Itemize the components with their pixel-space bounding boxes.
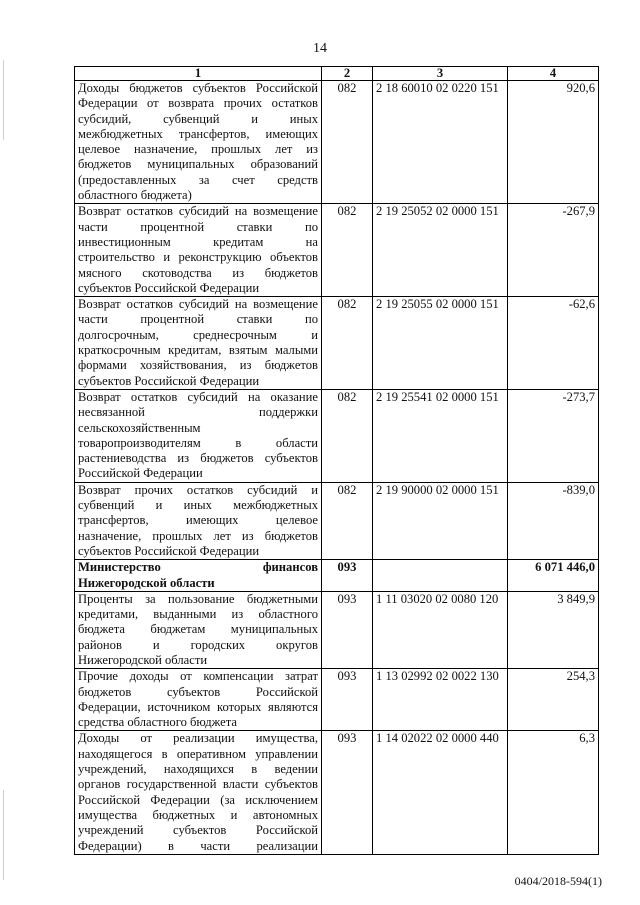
table-row <box>75 204 599 297</box>
description-line: Возврат остатков субсидий на возмещение <box>78 204 318 219</box>
scan-margin-mark-top <box>3 60 4 140</box>
description-line: бюджетов субъектов Российской <box>78 684 318 699</box>
row-description <box>75 482 322 559</box>
description-line: Возврат остатков субсидий на возмещение <box>78 297 318 312</box>
description-line: бюджета бюджетам муниципальных <box>78 622 318 637</box>
description-line: средства областного бюджета <box>78 715 237 730</box>
description-line: строительство и реконструкцию объектов <box>78 250 318 265</box>
row-description <box>75 389 322 482</box>
row-admin-code: 082 <box>322 389 373 482</box>
page-number: 14 <box>313 41 327 56</box>
row-description <box>75 669 322 731</box>
description-line: трансфертов, имеющих целевое <box>78 513 318 528</box>
description-line: учреждений субъектов Российской <box>78 823 318 838</box>
description-line: Нижегородской области <box>78 652 208 667</box>
row-budget-classification-code: 1 11 03020 02 0080 120 <box>373 591 508 668</box>
description-line: Проценты за пользование бюджетными <box>78 591 318 606</box>
row-admin-code: 082 <box>322 297 373 390</box>
table-header-row <box>75 67 599 81</box>
description-line: органов государственной власти субъектов <box>78 777 318 792</box>
description-line: Федерации) в части реализации <box>78 838 318 853</box>
row-admin-code: 093 <box>322 731 373 854</box>
description-line: сельскохозяйственным <box>78 420 201 435</box>
description-line: целевое назначение, прошлых лет из <box>78 142 318 157</box>
description-line: долгосрочным, среднесрочным и <box>78 327 318 342</box>
description-line: районов и городских округов <box>78 637 318 652</box>
description-line: Доходы от реализации имущества, <box>78 731 318 746</box>
document-code: 0404/2018-594(1) <box>514 874 602 888</box>
description-line: растениеводства из бюджетов субъектов <box>78 451 318 466</box>
description-line: Доходы бюджетов субъектов Российской <box>78 81 318 95</box>
row-budget-classification-code <box>373 560 508 592</box>
row-admin-code: 082 <box>322 81 373 204</box>
row-budget-classification-code: 2 19 25055 02 0000 151 <box>373 297 508 390</box>
description-line: назначение, прошлых лет из бюджетов <box>78 528 318 543</box>
description-line: Федерации от возврата прочих остатков <box>78 96 318 111</box>
table-row <box>75 389 599 482</box>
row-budget-classification-code: 2 18 60010 02 0220 151 <box>373 81 508 204</box>
row-amount: 254,3 <box>508 669 599 731</box>
description-line: субвенций и иных межбюджетных <box>78 498 318 513</box>
description-line: субъектов Российской Федерации <box>78 280 260 295</box>
row-description <box>75 591 322 668</box>
description-line: субъектов Российской Федерации <box>78 543 260 558</box>
description-line: Прочие доходы от компенсации затрат <box>78 669 318 684</box>
row-admin-code: 082 <box>322 482 373 559</box>
row-amount: 3 849,9 <box>508 591 599 668</box>
description-line: части процентной ставки по <box>78 312 318 327</box>
row-admin-code: 093 <box>322 669 373 731</box>
description-line: несвязанной поддержки <box>78 405 318 420</box>
description-line: мясного скотоводства из бюджетов <box>78 265 318 280</box>
table-row <box>75 81 599 204</box>
description-line: (предоставленных за счет средств <box>78 172 318 187</box>
table-row <box>75 669 599 731</box>
description-line: находящегося в оперативном управлении <box>78 746 318 761</box>
description-line: товаропроизводителям в области <box>78 435 318 450</box>
row-budget-classification-code: 2 19 90000 02 0000 151 <box>373 482 508 559</box>
table-row <box>75 591 599 668</box>
row-admin-code: 082 <box>322 204 373 297</box>
description-line: Российской Федерации (за исключением <box>78 792 318 807</box>
table-row <box>75 482 599 559</box>
row-amount: 6 071 446,0 <box>508 560 599 592</box>
header-col-1: 1 <box>75 67 322 81</box>
table-body <box>75 81 599 855</box>
row-description <box>75 731 322 854</box>
description-line: областного бюджета) <box>78 188 192 203</box>
row-amount: -62,6 <box>508 297 599 390</box>
header-col-3: 3 <box>373 67 508 81</box>
row-amount: 920,6 <box>508 81 599 204</box>
description-line: формами хозяйствования, из бюджетов <box>78 358 318 373</box>
description-line: бюджетов муниципальных образований <box>78 157 318 172</box>
description-line: Российской Федерации <box>78 466 203 481</box>
description-line: краткосрочным кредитам, взятым малыми <box>78 343 318 358</box>
description-line: Нижегородской области <box>78 575 215 590</box>
scan-margin-mark-bottom <box>3 790 4 880</box>
row-admin-code: 093 <box>322 560 373 592</box>
row-amount: -839,0 <box>508 482 599 559</box>
description-line: Возврат прочих остатков субсидий и <box>78 482 318 497</box>
description-line: субъектов Российской Федерации <box>78 373 260 388</box>
budget-revenue-table <box>74 66 599 855</box>
row-budget-classification-code: 2 19 25052 02 0000 151 <box>373 204 508 297</box>
row-description <box>75 297 322 390</box>
description-line: части процентной ставки по <box>78 219 318 234</box>
row-budget-classification-code: 2 19 25541 02 0000 151 <box>373 389 508 482</box>
description-line: имущества бюджетных и автономных <box>78 807 318 822</box>
description-line: Федерации, источником которых являются <box>78 699 318 714</box>
description-line: Министерство финансов <box>78 560 318 575</box>
header-col-4: 4 <box>508 67 599 81</box>
row-amount: -273,7 <box>508 389 599 482</box>
table-row <box>75 731 599 854</box>
row-admin-code: 093 <box>322 591 373 668</box>
row-budget-classification-code: 1 14 02022 02 0000 440 <box>373 731 508 854</box>
description-line: субсидий, субвенций и иных <box>78 111 318 126</box>
row-amount: 6,3 <box>508 731 599 854</box>
row-description <box>75 560 322 592</box>
row-description <box>75 204 322 297</box>
description-line: Возврат остатков субсидий на оказание <box>78 389 318 404</box>
header-col-2: 2 <box>322 67 373 81</box>
row-description <box>75 81 322 204</box>
description-line: инвестиционным кредитам на <box>78 234 318 249</box>
table-row <box>75 560 599 592</box>
description-line: учреждений, находящихся в ведении <box>78 762 318 777</box>
description-line: кредитами, выданными из областного <box>78 607 318 622</box>
row-budget-classification-code: 1 13 02992 02 0022 130 <box>373 669 508 731</box>
row-amount: -267,9 <box>508 204 599 297</box>
table-row <box>75 297 599 390</box>
description-line: межбюджетных трансфертов, имеющих <box>78 126 318 141</box>
